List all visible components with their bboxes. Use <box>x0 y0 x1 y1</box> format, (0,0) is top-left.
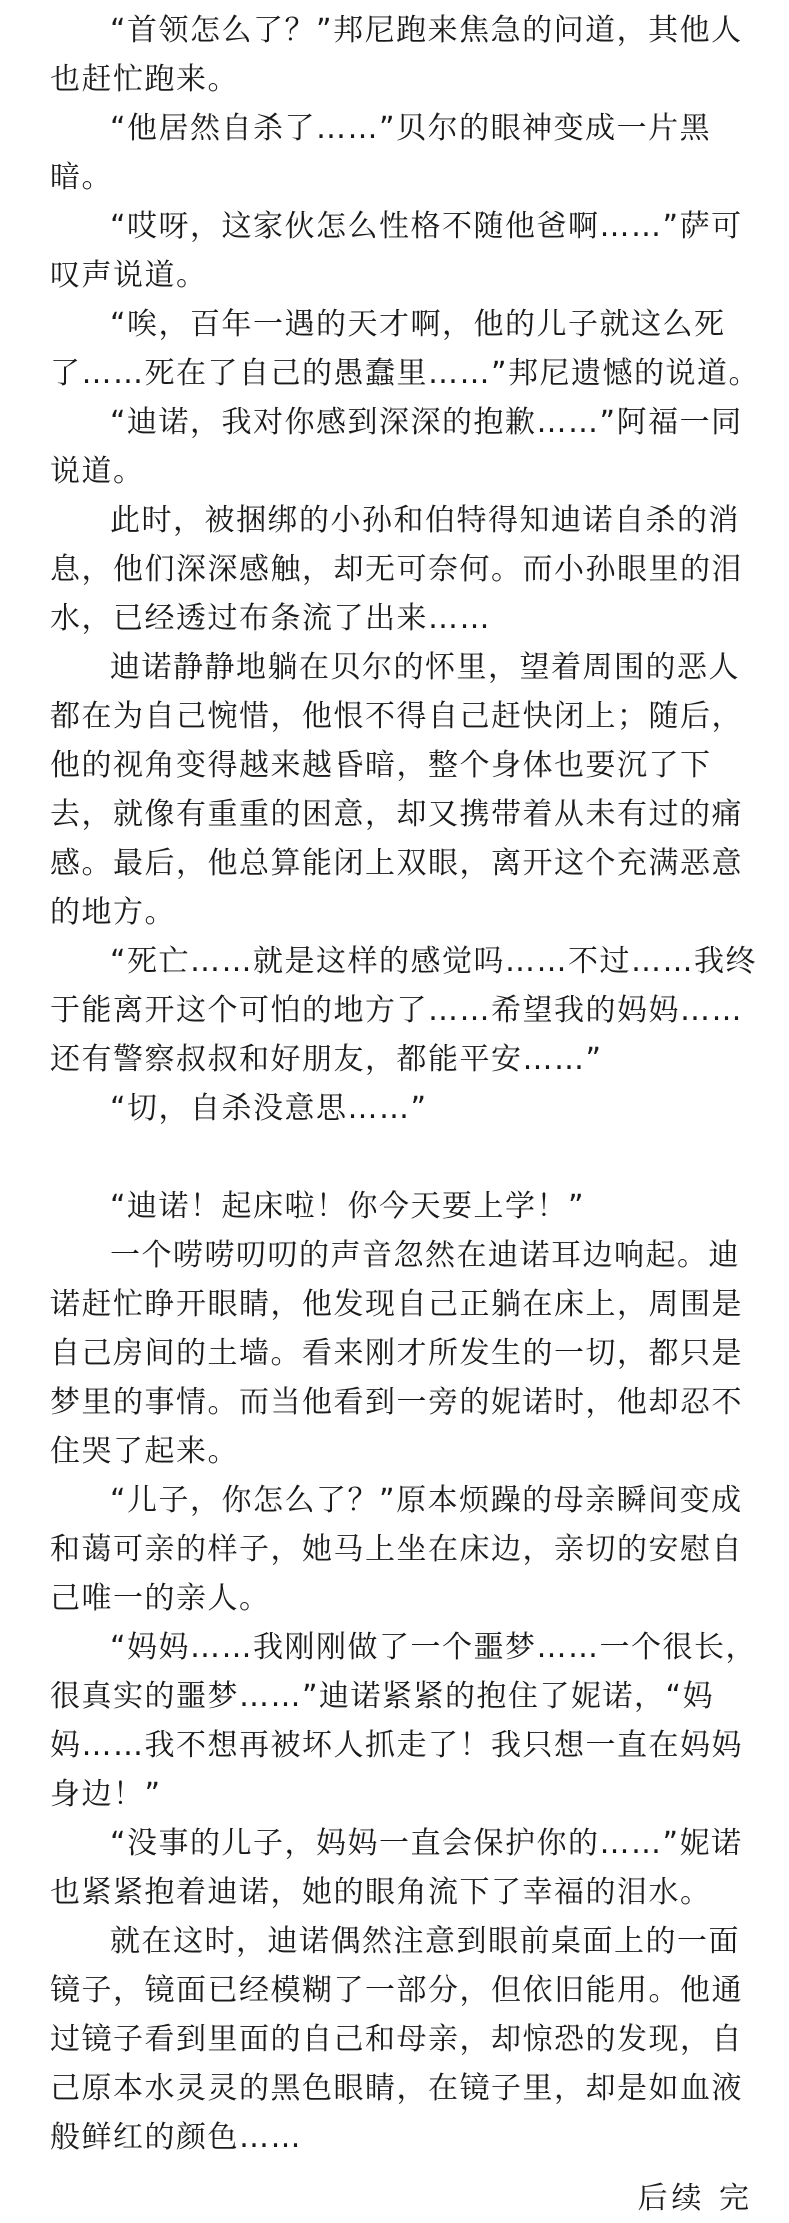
story-paragraph: “死亡……就是这样的感觉吗……不过……我终于能离开这个可怕的地方了……希望我的妈妈……还有警察叔叔和好朋友，都能平安……” <box>50 944 758 1077</box>
story-paragraph: 迪诺静静地躺在贝尔的怀里，望着周围的恶人都在为自己惋惜，他恨不得自己赶快闭上；随后，他的视角变得越来越昏暗，整个身体也要沉了下去，就像有重重的困意，却又携带着从未有过的痛感。最后，他总算能闭上双眼，离开这个充满恶意的地方。 <box>50 650 743 930</box>
story-paragraph: “儿子，你怎么了？”原本烦躁的母亲瞬间变成和蔼可亲的样子，她马上坐在床边，亲切的安慰自己唯一的亲人。 <box>50 1483 743 1616</box>
story-paragraph: “切，自杀没意思……” <box>110 1091 428 1126</box>
story-paragraph: “他居然自杀了……”贝尔的眼神变成一片黑暗。 <box>50 111 712 195</box>
story-paragraph: 此时，被捆绑的小孙和伯特得知迪诺自杀的消息，他们深深感触，却无可奈何。而小孙眼里的泪水，已经透过布条流了出来…… <box>50 503 743 636</box>
story-paragraph: 就在这时，迪诺偶然注意到眼前桌面上的一面镜子，镜面已经模糊了一部分，但依旧能用。他通过镜子看到里面的自己和母亲，却惊恐的发现，自己原本水灵灵的黑色眼睛，在镜子里，却是如血液般鲜红的颜色…… <box>50 1924 743 2155</box>
story-paragraph: “唉，百年一遇的天才啊，他的儿子就这么死了……死在了自己的愚蠢里……”邦尼遗憾的说道。 <box>50 307 761 391</box>
story-paragraph: “迪诺，我对你感到深深的抱歉……”阿福一同说道。 <box>50 405 743 489</box>
story-paragraph: “首领怎么了？”邦尼跑来焦急的问道，其他人也赶忙跑来。 <box>50 13 743 97</box>
story-part-one <box>50 6 763 1133</box>
story-paragraph: “妈妈……我刚刚做了一个噩梦……一个很长，很真实的噩梦……”迪诺紧紧的抱住了妮诺，“妈妈……我不想再被坏人抓走了！我只想一直在妈妈身边！” <box>50 1630 758 1812</box>
scene-break <box>50 1133 763 1182</box>
end-spacer <box>50 2162 763 2174</box>
story-paragraph: “没事的儿子，妈妈一直会保护你的……”妮诺也紧紧抱着迪诺，她的眼角流下了幸福的泪水。 <box>50 1826 743 1910</box>
story-part-two <box>50 1182 763 2162</box>
story-paragraph: “迪诺！起床啦！你今天要上学！” <box>110 1189 586 1224</box>
story-paragraph: “哎呀，这家伙怎么性格不随他爸啊……”萨可叹声说道。 <box>50 209 743 293</box>
end-note: 后续 完 <box>637 2181 753 2216</box>
story-paragraph: 一个唠唠叨叨的声音忽然在迪诺耳边响起。迪诺赶忙睁开眼睛，他发现自己正躺在床上，周围是自己房间的土墙。看来刚才所发生的一切，都只是梦里的事情。而当他看到一旁的妮诺时，他却忍不住哭了起来。 <box>50 1238 743 1469</box>
